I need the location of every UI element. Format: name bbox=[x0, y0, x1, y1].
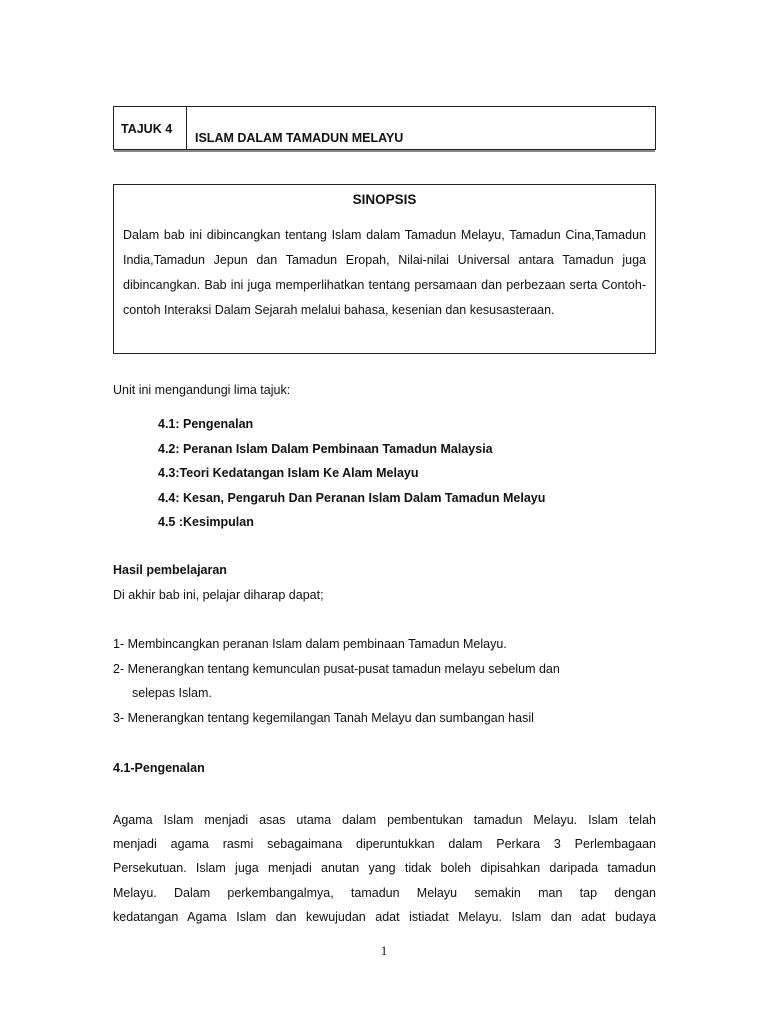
chapter-header-table bbox=[113, 106, 656, 150]
paragraph-line: kedatangan Agama Islam dan kewujudan adat istiadat Melayu. Islam dan adat budaya bbox=[113, 909, 656, 924]
learning-outcomes-heading: Hasil pembelajaran bbox=[113, 563, 227, 577]
paragraph-line: Melayu. Dalam perkembangalmya, tamadun Melayu semakin man tap dengan bbox=[113, 885, 656, 900]
paragraph-line: Agama Islam menjadi asas utama dalam pembentukan tamadun Melayu. Islam telah bbox=[113, 813, 656, 827]
outcome-item: 1- Membincangkan peranan Islam dalam pembinaan Tamadun Melayu. bbox=[113, 637, 507, 651]
learning-outcomes-intro: Di akhir bab ini, pelajar diharap dapat; bbox=[113, 588, 324, 602]
tajuk-cell bbox=[114, 107, 187, 149]
synopsis-text: Dalam bab ini dibincangkan tentang Islam dalam Tamadun Melayu, Tamadun Cina,Tamadun India,Tamadun Jepun dan Tamadun Eropah, Nilai-nilai Universal antara Tamadun juga dibincangkan. Bab ini juga memperlihatkan tentang persamaan dan perbezaan serta Contoh-contoh Interaksi Dalam Sejarah melalui bahasa, kesenian dan kesusasteraan. bbox=[123, 228, 646, 317]
paragraph-line: Persekutuan. Islam juga menjadi anutan yang tidak boleh dipisahkan daripada tamadun bbox=[113, 861, 656, 876]
chapter-title: ISLAM DALAM TAMADUN MELAYU bbox=[195, 131, 404, 145]
page-number: 1 bbox=[380, 943, 388, 958]
topic-item: 4.5 :Kesimpulan bbox=[158, 515, 254, 529]
section-heading: 4.1-Pengenalan bbox=[113, 761, 205, 775]
topic-list bbox=[158, 416, 545, 539]
topic-item: 4.3:Teori Kedatangan Islam Ke Alam Melayu bbox=[158, 466, 419, 480]
synopsis-box bbox=[113, 184, 656, 354]
paragraph-line: menjadi agama rasmi sebagaimana diperuntukkan dalam Perkara 3 Perlembagaan bbox=[113, 837, 656, 852]
synopsis-title: SINOPSIS bbox=[352, 192, 417, 207]
topic-item: 4.4: Kesan, Pengaruh Dan Peranan Islam Dalam Tamadun Melayu bbox=[158, 490, 546, 505]
topic-item: 4.1: Pengenalan bbox=[158, 417, 254, 431]
tajuk-label: TAJUK 4 bbox=[121, 122, 173, 136]
outcome-item-continuation: selepas Islam. bbox=[132, 686, 212, 700]
outcome-item: 2- Menerangkan tentang kemunculan pusat-pusat tamadun melayu sebelum dan bbox=[113, 661, 560, 676]
section-paragraph bbox=[113, 808, 656, 929]
unit-intro: Unit ini mengandungi lima tajuk: bbox=[113, 383, 291, 397]
topic-item: 4.2: Peranan Islam Dalam Pembinaan Tamadun Malaysia bbox=[158, 441, 493, 456]
chapter-title-cell bbox=[187, 107, 655, 149]
learning-outcomes-list bbox=[113, 636, 560, 734]
outcome-item: 3- Menerangkan tentang kegemilangan Tanah Melayu dan sumbangan hasil bbox=[113, 710, 534, 725]
